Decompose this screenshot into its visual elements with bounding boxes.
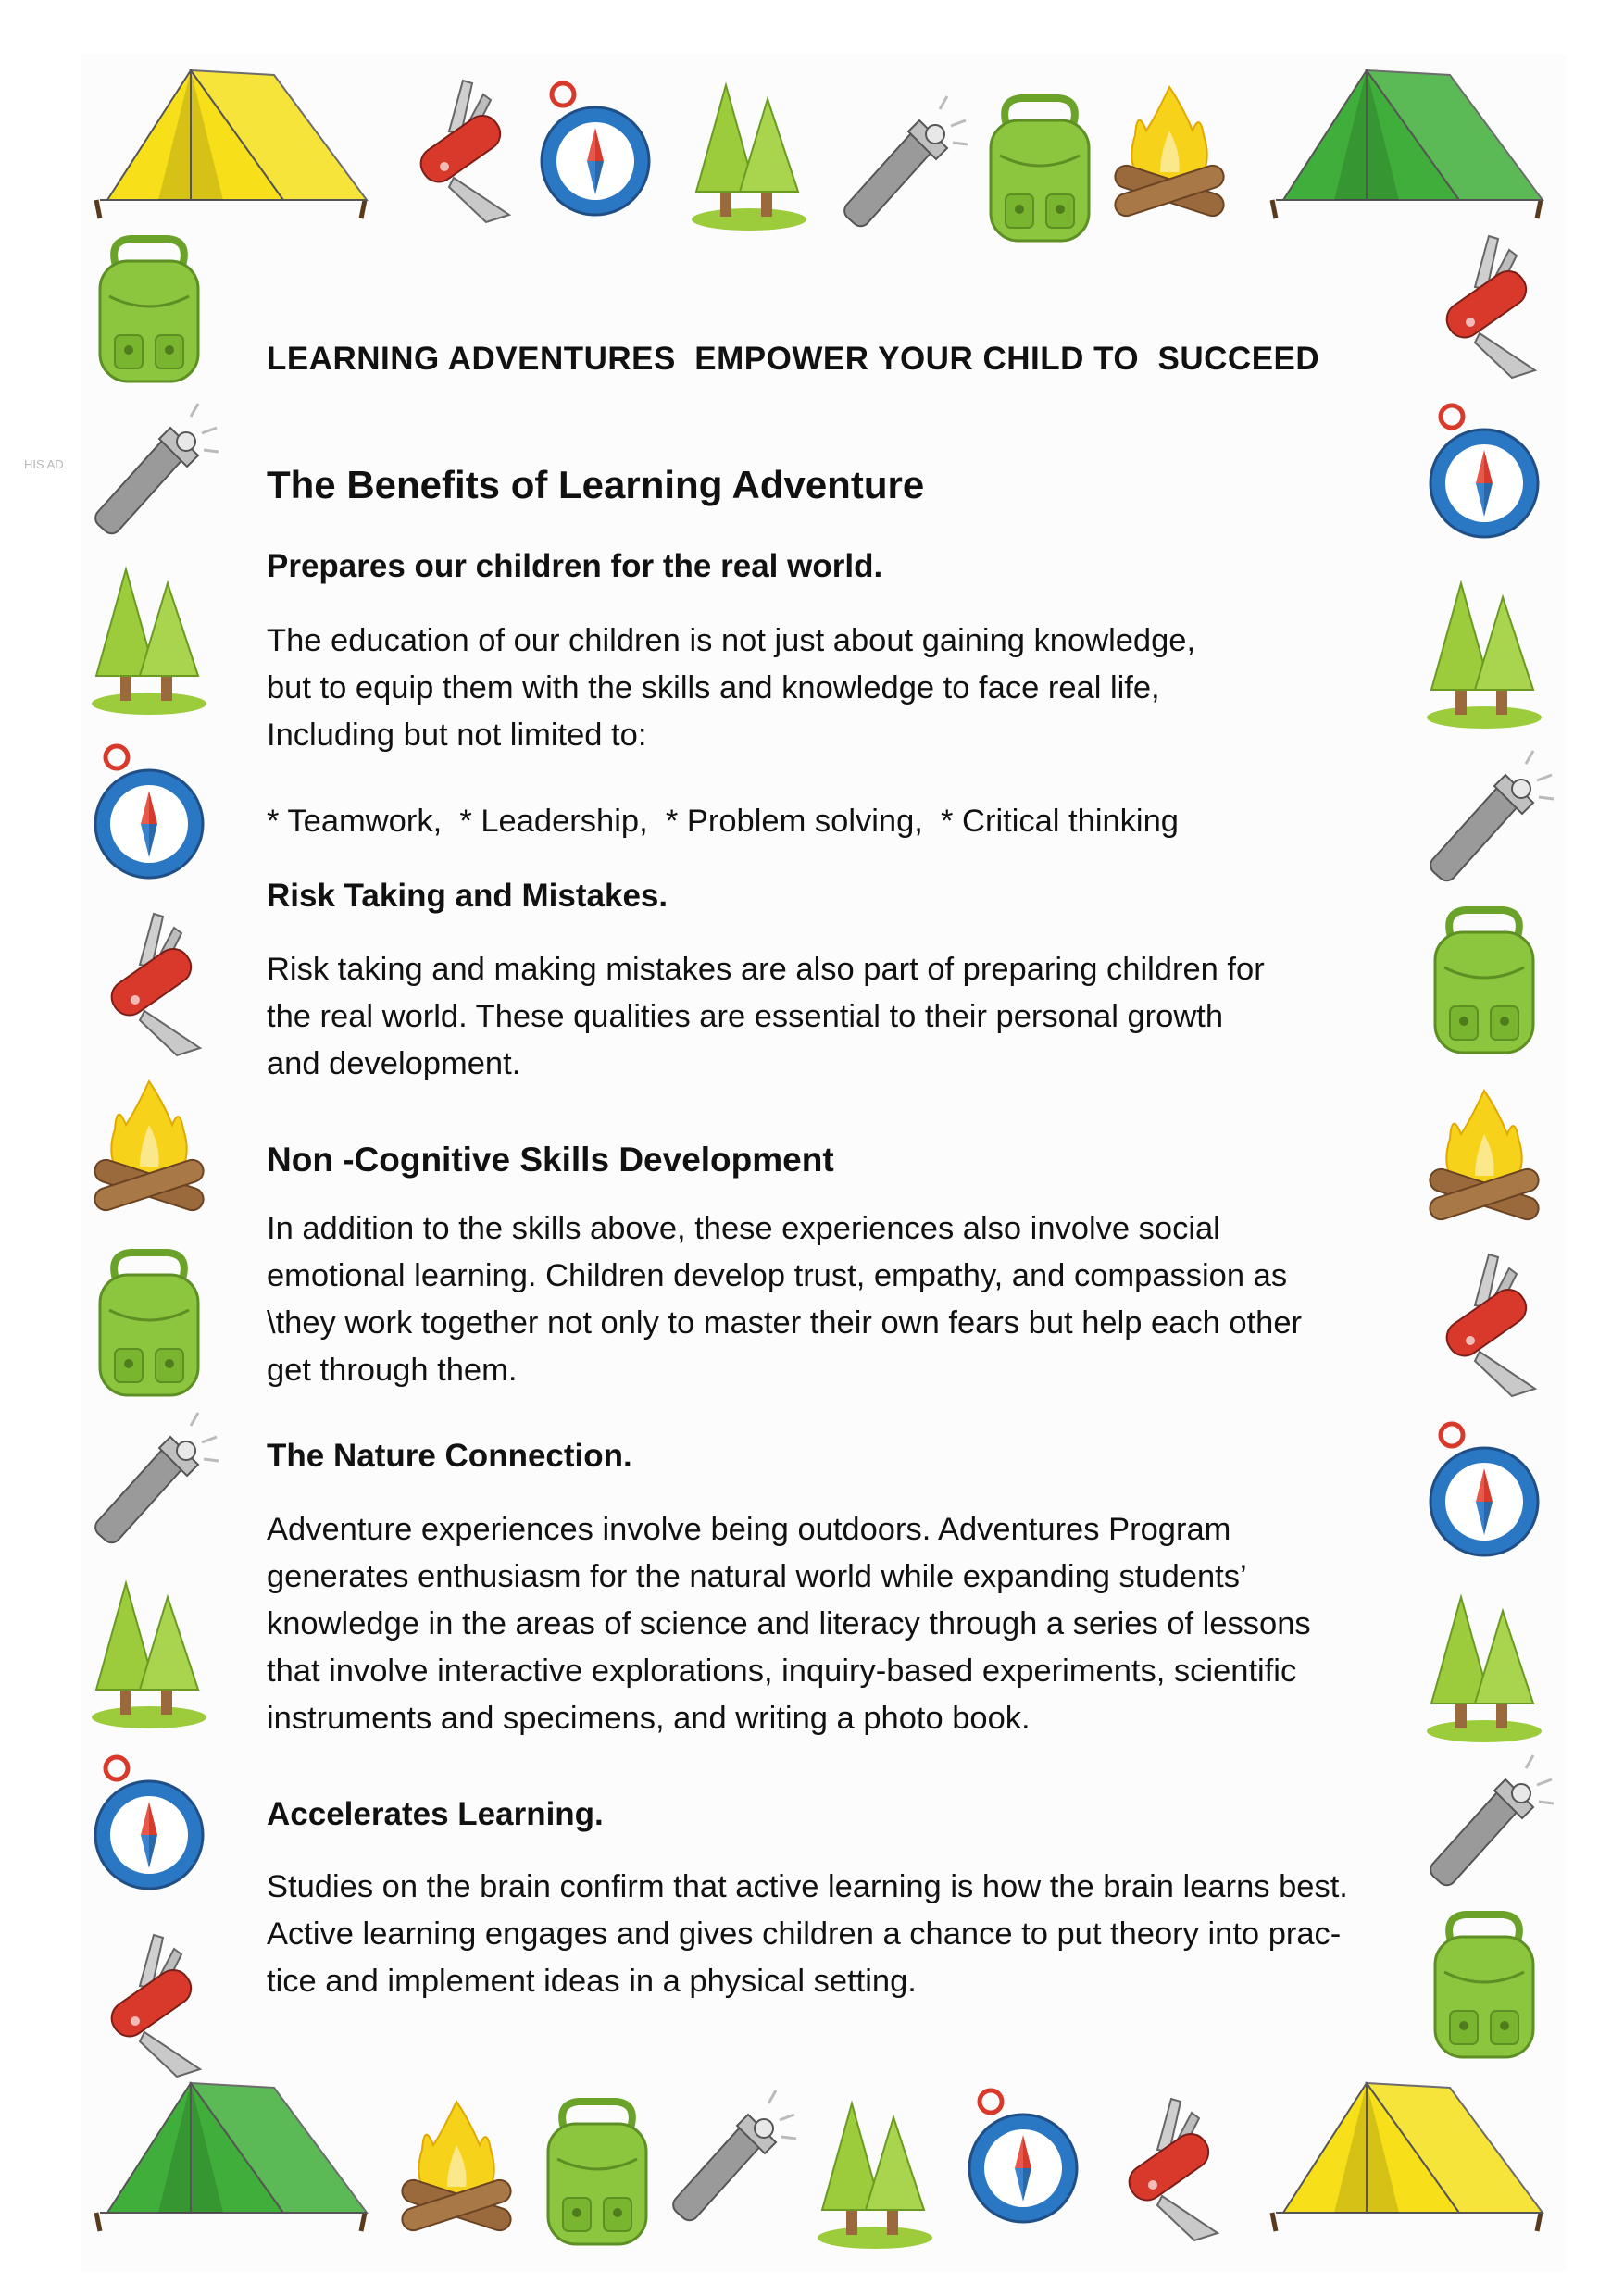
body-line: Risk taking and making mistakes are also part of preparing children for: [267, 952, 1265, 987]
pocket-knife-icon: [1424, 1250, 1544, 1407]
margin-note: HIS AD: [24, 457, 64, 471]
tree-icon: [1424, 1588, 1544, 1745]
body-line: instruments and specimens, and writing a photo book.: [267, 1701, 1031, 1736]
pocket-knife-icon: [89, 909, 209, 1067]
section-body-real-world: [267, 618, 1378, 759]
pocket-knife-icon: [1106, 2094, 1227, 2252]
body-line: generates enthusiasm for the natural world while expanding students’: [267, 1559, 1247, 1594]
flashlight-icon: [89, 1416, 219, 1574]
benefits-heading: The Benefits of Learning Adventure: [267, 463, 925, 506]
flashlight-icon: [838, 100, 968, 257]
body-line: emotional learning. Children develop trust, empathy, and compassion as: [267, 1258, 1288, 1293]
body-line: knowledge in the areas of science and literacy through a series of lessons: [267, 1606, 1311, 1641]
body-line: Studies on the brain confirm that active learning is how the brain learns best.: [267, 1869, 1348, 1904]
section-heading-real-world: Prepares our children for the real world.: [267, 548, 883, 584]
body-line: the real world. These qualities are essential to their personal growth: [267, 999, 1224, 1034]
campfire-icon: [396, 2094, 517, 2252]
pocket-knife-icon: [1424, 231, 1544, 389]
tree-icon: [89, 560, 209, 718]
backpack-icon: [537, 2094, 657, 2252]
document-title: LEARNING ADVENTURES EMPOWER YOUR CHILD TO SUCCEED: [267, 341, 1320, 377]
backpack-icon: [89, 231, 209, 389]
body-line: \they work together not only to master their own fears but help each other: [267, 1305, 1303, 1341]
flashlight-icon: [1424, 755, 1554, 912]
tree-icon: [1424, 574, 1544, 731]
compass-icon: [1424, 1416, 1544, 1565]
backpack-icon: [89, 1245, 209, 1403]
section-body-accelerates: [267, 1864, 1378, 2005]
body-line: and development.: [267, 1046, 521, 1081]
tent-icon: [1265, 61, 1552, 228]
campfire-icon: [89, 1074, 209, 1231]
compass-icon: [89, 1750, 209, 1898]
skills-line: * Teamwork, * Leadership, * Problem solving, * Critical thinking: [267, 804, 1179, 839]
skills-list: [267, 798, 1378, 845]
body-line: Adventure experiences involve being outdoors. Adventures Program: [267, 1512, 1231, 1547]
pocket-knife-icon: [89, 1930, 209, 2088]
pocket-knife-icon: [398, 76, 518, 233]
backpack-icon: [980, 91, 1100, 248]
body-line: Active learning engages and gives children a chance to put theory into prac-: [267, 1916, 1342, 1952]
backpack-icon: [1424, 903, 1544, 1060]
flashlight-icon: [667, 2094, 796, 2252]
tent-icon: [1265, 2074, 1552, 2240]
compass-icon: [1424, 398, 1544, 546]
flashlight-icon: [89, 407, 219, 565]
tree-icon: [89, 1574, 209, 1731]
compass-icon: [535, 76, 656, 224]
section-heading-non-cognitive: Non -Cognitive Skills Development: [267, 1141, 834, 1179]
tent-icon: [89, 61, 376, 228]
body-line: In addition to the skills above, these experiences also involve social: [267, 1211, 1220, 1246]
section-heading-risk: Risk Taking and Mistakes.: [267, 878, 668, 914]
body-line: but to equip them with the skills and knowledge to face real life,: [267, 670, 1160, 705]
body-line: that involve interactive explorations, inquiry-based experiments, scientific: [267, 1653, 1297, 1689]
flashlight-icon: [1424, 1759, 1554, 1916]
section-heading-nature: The Nature Connection.: [267, 1438, 632, 1474]
campfire-icon: [1424, 1083, 1544, 1241]
compass-icon: [963, 2083, 1083, 2231]
tree-icon: [815, 2094, 935, 2252]
tree-icon: [689, 76, 809, 233]
compass-icon: [89, 739, 209, 887]
backpack-icon: [1424, 1907, 1544, 2065]
body-line: Including but not limited to:: [267, 718, 647, 753]
body-line: tice and implement ideas in a physical setting.: [267, 1964, 917, 1999]
section-heading-accelerates: Accelerates Learning.: [267, 1796, 604, 1832]
section-body-risk: [267, 946, 1378, 1088]
body-line: get through them.: [267, 1353, 518, 1388]
section-body-non-cognitive: [267, 1205, 1378, 1394]
campfire-icon: [1109, 80, 1230, 237]
body-line: The education of our children is not just about gaining knowledge,: [267, 623, 1196, 658]
tent-icon: [89, 2074, 376, 2240]
section-body-nature: [267, 1506, 1378, 1742]
